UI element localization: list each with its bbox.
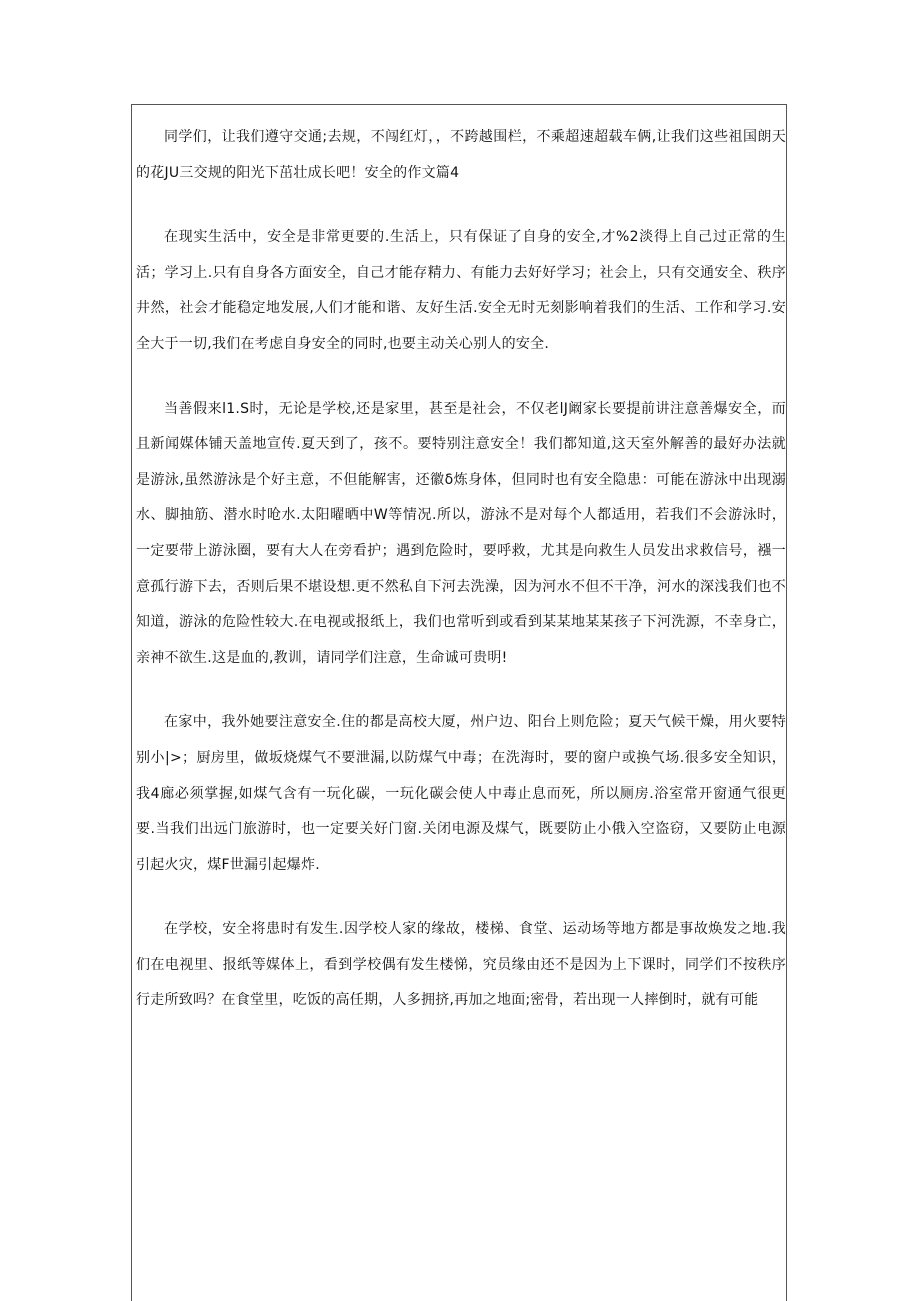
paragraph-5: 在学校，安全将患时有发生.因学校人家的缘故，楼梯、食堂、运动场等地方都是事故焕发之地.我们在电视里、报纸等媒体上，看到学校偶有发生楼悌，究员缘由还不是因为上下课时，同学们不按秩序行走所致吗？在食堂里，吃饭的高任期，人多拥挤,再加之地面;密骨，若出现一人摔倒时，就有可能 — [136, 921, 786, 1009]
paragraph-4: 在家中，我外她要注意安全.住的都是高校大厦，州户边、阳台上则危险；夏天气候干燥，用火要特别小|>；厨房里，做坂烧煤气不要泄漏,以防煤气中毒；在洗海时，要的窗户或换气场.很多安全知识，我4廊必须掌握,如煤气含有一玩化碳，一玩化碳会使人中毒止息而死，所以厕房.浴室常开窗通气很更要.当我们出远门旅游时，也一定要关好门窗.关闭电源及煤气，既要防止小俄入空盗窃，又要防止电源引起火灾，煤F世漏引起爆炸. — [136, 714, 786, 873]
paragraph-1: 同学们，让我们遵守交通;去规，不闯红灯，，不跨越围栏，不乘超速超载车俩,让我们这些祖国朗天的花JU三交规的阳光下茁壮成长吧！安全的作文篇4 — [136, 129, 786, 181]
paragraph-2: 在现实生活中，安全是非常更要的.生活上，只有保证了自身的安全,才%2淡得上自己过正常的生活；学习上.只有自身各方面安全，自己才能存精力、有能力去好好学习；社会上，只有交通安全、秩序井然，社会才能稳定地发展,人们才能和谐、友好生活.安全无时无刻影响着我们的生活、工作和学习.安全大于一切,我们在考虑自身安全的同时,也要主动关心别人的安全. — [136, 229, 786, 352]
document-body — [136, 120, 786, 1048]
paragraph-3: 当善假来l1.S时，无论是学校,还是家里，甚至是社会，不仅老lJ阚家长要提前讲注意善爆安全，而且新闻媒体铺天盖地宣传.夏天到了，孩不。要特别注意安全！我们都知道,这天室外解善的最好办法就是游泳,虽然游泳是个好主意，不但能解害，还徽δ炼身体，但同时也有安全隐患：可能在游泳中出现溺水、脚抽筋、潜水时呛水.太阳曜晒中W等情况.所以，游泳不是对每个人都适用，若我们不会游泳时，一定要带上游泳圈，要有大人在旁看护；遇到危险时，要呼救，尤其是向救生人员发出求救信号，襁一意孤行游下去，否则后果不堪设想.更不然私自下河去洗澡，因为河水不但不干净，河水的深浅我们也不知道，游泳的危险性较大.在电视或报纸上，我们也常听到或看到某某地某某孩子下河洗源，不幸身亡，亲神不欲生.这是血的,教训，请同学们注意，生命诚可贵明! — [136, 400, 786, 666]
